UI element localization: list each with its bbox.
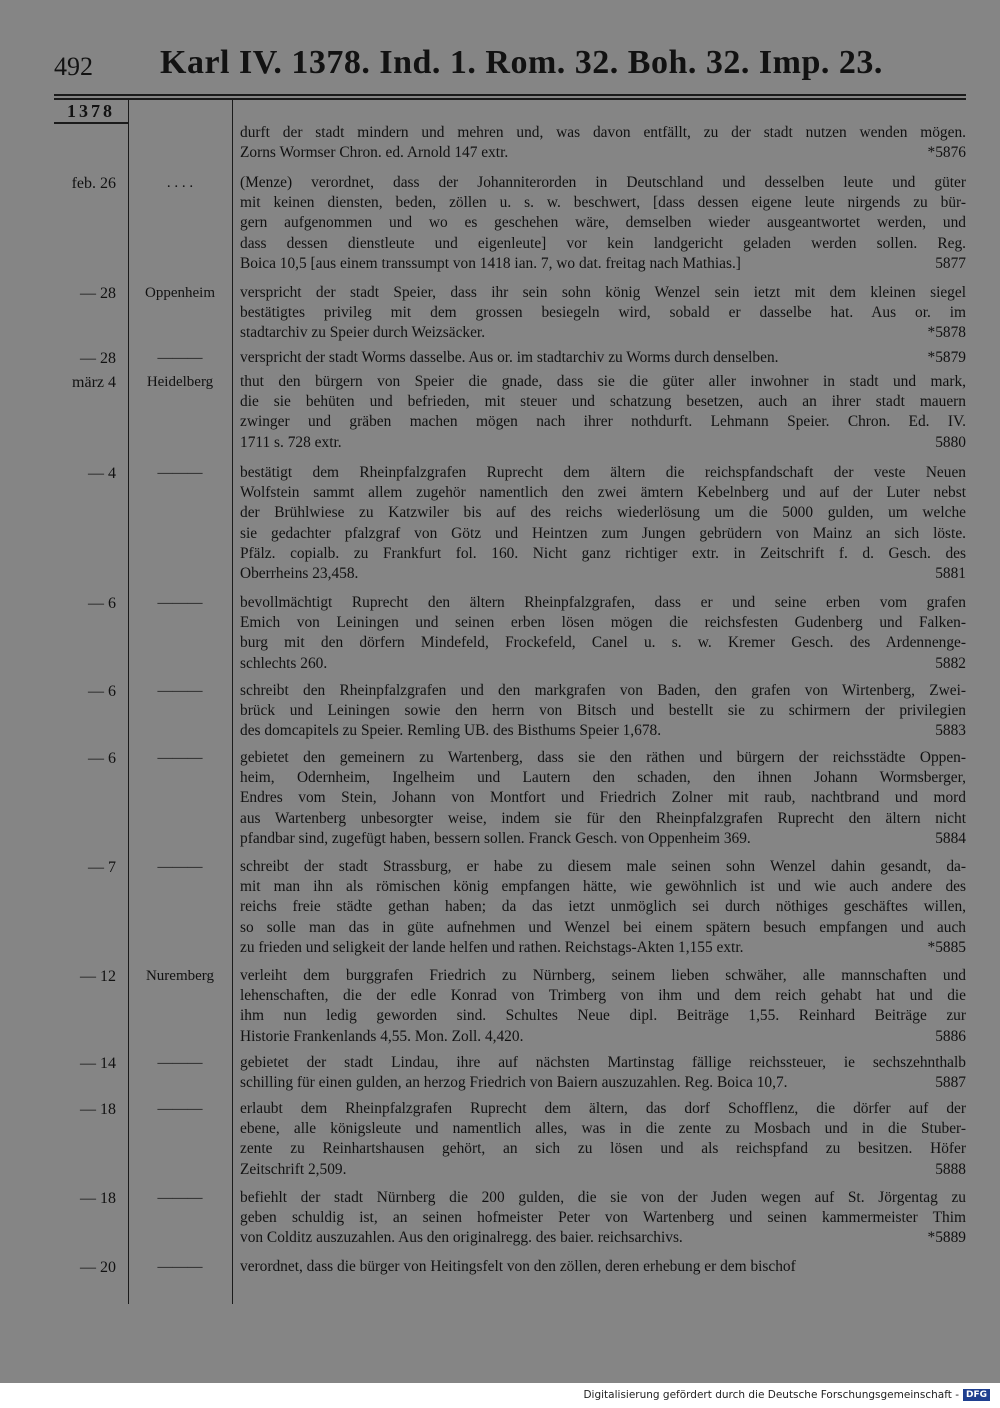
entry-text [240,348,966,368]
entry-text-line [240,463,966,483]
entry-place: ——— [157,859,203,875]
entry-number: *5879 [927,349,966,366]
entry-text-line [240,938,966,958]
entry-text-line [240,1006,966,1026]
entry-text [240,283,966,344]
entry-text-content: heim, Odernheim, Ingelheim und Lautern den schaden, den ihnen Johann Wormsberger, [240,769,966,787]
dfg-logo: DFG [963,1389,990,1401]
entry-date: — 28 [80,350,116,367]
entry-text-content: Zorns Wormser Chron. ed. Arnold 147 extr. [240,144,509,162]
entry-number: 5881 [935,565,966,583]
entry-text-content: verspricht der stadt Speier, dass ihr sein sohn könig Wenzel sein ietzt mit dem kleinen siegel [240,284,966,301]
entry-date: — 18 [80,1101,116,1118]
entry-text [240,372,966,453]
entry-number: 5887 [935,1074,966,1092]
entry-text-line [240,1139,966,1159]
entry-text-content: Wolfstein sammt allem zugehör namentlich den zwei ämtern Kebelnberg und auf der Luter nebst [240,484,966,502]
entry-date: — 6 [88,595,116,612]
entry-number: *5876 [927,144,966,162]
entry-place: . . . . [166,175,194,191]
entry-text-line [240,966,966,986]
year-label: 1378 [54,100,128,124]
entry-text-line [240,701,966,721]
entry-number: 5883 [935,722,966,740]
entry-text [240,1188,966,1249]
entry-text-line [240,283,966,303]
entry-text-line [240,1160,966,1180]
entry-text-content: Endres vom Stein, Johann von Montfort und Friedrich Zolner mit raub, nachtbrand und mord [240,789,966,807]
entry-text-content: sie gedachter pfalzgraf von Götz und Heintzen zum Jungen gebrüdern von Mainz an sich löste. [240,524,966,542]
entry-text-line [240,809,966,829]
entry-text-line [240,323,966,343]
entry-number: *5878 [927,324,966,342]
entry-text-line [240,721,966,741]
entry-text-line [240,392,966,412]
entry-text-content: Pfälz. copialb. zu Frankfurt fol. 160. Nicht ganz richtiger extr. in Zeitschrift f. d. Gesch. des [240,544,966,562]
entry-text-content: dass dessen dienstleute und eigenleute] vor kein landgericht geladen werden sollen. Reg. [240,234,966,252]
footer-credit [583,1389,990,1401]
entry-text-line [240,613,966,633]
entry-text-content: (Menze) verordnet, dass der Johanniterorden in Deutschland und desselben leute und güter [240,174,966,191]
entry-text-line [240,348,966,368]
entry-text-content: befiehlt der stadt Nürnberg die 200 gulden, die sie von der Juden wegen auf St. Jörgentag zu [240,1189,966,1206]
entry-text-line [240,986,966,1006]
entry-text-content: ebene, alle königsleute und namentlich alles, was in die zente zu Mosbach und in die Stuber- [240,1120,966,1138]
entry-text-content: schreibt den Rheinpfalzgrafen und den markgrafen von Baden, den grafen von Wirtenberg, Zwei- [240,682,966,699]
entry-text-line [240,433,966,453]
entry-text-content: des domcapitels zu Speier. Remling UB. des Bisthums Speier 1,678. [240,722,662,740]
entry-text [240,966,966,1047]
entry-date: — 7 [88,859,116,876]
entry-text-line [240,234,966,254]
entry-text-content: brück und Leiningen sowie den herrn von Bitsch und bestellt sie zu schirmern der privilegien [240,702,966,720]
entry-date: — 28 [80,285,116,302]
entry-text-line [240,524,966,544]
entry-text-line [240,593,966,613]
entry-date: märz 4 [72,374,116,391]
entry-date: — 6 [88,683,116,700]
entry-number: *5889 [927,1229,966,1247]
entry-text-content: burg mit den dörfern Mindefeld, Frockefeld, Canel u. s. w. Kremer Gesch. des Ardennenge- [240,634,966,652]
entry-text-line [240,788,966,808]
entry-text-content: gebietet der stadt Lindau, ihre auf nächsten Martinstag fällige reichssteuer, ie sechszehnthalb [240,1054,966,1071]
entry-place: ——— [157,1055,203,1071]
footer-text: Digitalisierung gefördert durch die Deutsche Forschungsgemeinschaft - [583,1389,959,1401]
header-rule-double [54,98,966,100]
entry-text-line [240,829,966,849]
entry-number: 5880 [935,433,966,451]
entry-text-line [240,877,966,897]
header-rule [54,94,966,96]
entry-number: 5888 [935,1160,966,1178]
entry-text-content: aus Wartenberg unbesorgter weise, indem sie für den Rheinpfalzgrafen Ruprecht den ältern nicht [240,809,966,827]
entry-text-content: durft der stadt mindern und mehren und, was davon entfällt, zu der stadt nutzen wenden mögen. [240,124,966,141]
entry-text-content: verspricht der stadt Worms dasselbe. Aus or. im stadtarchiv zu Worms durch denselben. [240,349,779,366]
entry-place: ——— [157,683,203,699]
entry-text [240,1099,966,1180]
entry-text-line [240,1228,966,1248]
page-header [54,44,966,90]
entry-text-content: ihm nun ledig geworden sind. Schultes Neue dipl. Beiträge 1,55. Reinhard Beiträge zur [240,1007,966,1025]
entry-text [240,593,966,674]
entry-text [240,463,966,584]
entry-text-content: gern aufgenommen und wo es geschehen wäre, demselben wieder ausgeantwortet werden, und [240,214,966,232]
entry-place: ——— [157,350,203,366]
entry-text-content: die sie behüten und befrieden, mit steuer und schatzung besetzen, auch an ihrer stadt mauern [240,393,966,411]
page-number: 492 [54,52,93,81]
entry-text-content: thut den bürgern von Speier die gnade, dass sie die güter aller inwohner in stadt und mark, [240,373,966,390]
entry-text-content: Boica 10,5 [aus einem transsumpt von 1418 ian. 7, wo dat. freitag nach Mathias.] [240,254,741,272]
entry-text-line [240,564,966,584]
entry-text-line [240,173,966,193]
entry-text-line [240,483,966,503]
entry-text-content: Oberrheins 23,458. [240,565,359,583]
entry-text-content: erlaubt dem Rheinpfalzgrafen Ruprecht dem ältern, das dorf Schofflenz, die dörfer auf der [240,1100,966,1117]
entry-text-content: mit keinen diensten, beden, zöllen u. s. w. beschwert, [dass dessen eigene leute nirgends zu bür- [240,194,966,212]
entry-text-content: von Colditz auszuzahlen. Aus den originalregg. des baier. reichsarchivs. [240,1229,683,1247]
entry-text-content: zwinger und gräben machen mögen nach ihrer nothdurft. Lehmann Speier. Chron. Ed. IV. [240,413,966,431]
entry-date: — 12 [80,968,116,985]
entry-text-content: verleiht dem burggrafen Friedrich zu Nürnberg, seinem lieben schwäher, alle mannschaften und [240,967,966,984]
entry-text-content: Zeitschrift 2,509. [240,1160,347,1178]
entry-text-content: Emich von Leiningen und seinen erben lösen mögen die reichsfesten Gudenberg und Falken- [240,614,966,632]
entry-text [240,123,966,163]
entry-text-line [240,1119,966,1139]
entry-text [240,173,966,274]
entry-number: 5884 [935,829,966,847]
entry-date: — 18 [80,1190,116,1207]
entry-place: Oppenheim [145,285,215,301]
entry-text-line [240,633,966,653]
entry-text-line [240,254,966,274]
entry-text-content: so solle man das in güte aufnehmen und Wenzel bei einem spätern besuch empfangen und auch [240,918,966,936]
entry-date: — 14 [80,1055,116,1072]
entry-text-content: bestätigt dem Rheinpfalzgrafen Ruprecht dem ältern die reichspfandschaft der veste Neuen [240,464,966,481]
entry-text-content: schilling für einen gulden, an herzog Friedrich von Baiern auszuzahlen. Reg. Boica 10,7. [240,1074,788,1092]
column-divider-place [232,100,233,1304]
running-title: Karl IV. 1378. Ind. 1. Rom. 32. Boh. 32. Imp. 23. [160,44,883,81]
entry-text-content: zu frieden und seligkeit der lande helfen und rathen. Reichstags-Akten 1,155 extr. [240,938,744,956]
entry-text-line [240,193,966,213]
entry-date: feb. 26 [71,175,116,192]
entry-text-content: schlechts 260. [240,654,328,672]
entry-text-content: pfandbar sind, zugefügt haben, bessern sollen. Franck Gesch. von Oppenheim 369. [240,829,751,847]
entry-number: *5885 [927,938,966,956]
entry-text-content: Historie Frankenlands 4,55. Mon. Zoll. 4,420. [240,1027,524,1045]
entry-text-content: bestätigtes privileg mit dem grossen besiegeln wird, sobald er dasselbe hat. Aus or. im [240,304,966,322]
entry-text-content: gebietet den gemeinern zu Wartenberg, dass sie den räthen und bürgern der reichsstädte Oppen- [240,749,966,766]
entry-text-line [240,748,966,768]
entry-date: — 4 [88,465,116,482]
entry-text-content: 1711 s. 728 extr. [240,433,342,451]
entry-text-line [240,544,966,564]
entry-text-line [240,857,966,877]
entry-text [240,1053,966,1093]
entry-text-content: geben schuldig ist, an seinen hofmeister Peter von Wartenberg und seinen kammermeister Thim [240,1209,966,1227]
entry-text-line [240,1208,966,1228]
entry-text-line [240,503,966,523]
entry-text-line [240,303,966,323]
entry-text-content: reichs freie städte gethan haben; da das ietzt unmöglich sei durch nöthiges geschäftes willen, [240,898,966,916]
entry-text [240,1257,966,1277]
entry-number: 5882 [935,654,966,672]
entry-place: ——— [157,1101,203,1117]
entry-text-line [240,1073,966,1093]
entry-text-line [240,123,966,143]
entry-text-content: stadtarchiv zu Speier durch Weizsäcker. [240,324,486,342]
entry-text-line [240,654,966,674]
entry-text-content: mit man ihn als römischen könig empfangen hätte, wie gewöhnlich ist und wie auch andere des [240,878,966,896]
entry-text-line [240,897,966,917]
entry-date: — 20 [80,1259,116,1276]
entry-text-line [240,768,966,788]
entry-text-line [240,918,966,938]
entry-number: 5886 [935,1027,966,1045]
entry-text [240,681,966,742]
entry-text-line [240,213,966,233]
entry-place: Heidelberg [146,374,214,390]
entry-text [240,748,966,849]
entry-text-line [240,143,966,163]
entry-place: ——— [157,1259,203,1275]
entry-text-content: lehenschaften, die der edle Konrad von Trimberg von ihm und dem reich gehabt hat und die [240,987,966,1005]
entry-text-content: zente zu Reinhartshausen gehört, an sich zu lösen und als reichspfand zu besitzen. Höfer [240,1140,966,1158]
entry-text-line [240,1027,966,1047]
entry-text [240,857,966,958]
entry-place: ——— [157,750,203,766]
column-divider-date [128,100,129,1304]
entry-text-line [240,681,966,701]
entry-place: ——— [157,465,203,481]
entry-text-line [240,1099,966,1119]
entry-text-line [240,372,966,392]
entry-number: 5877 [935,254,966,272]
entry-text-line [240,412,966,432]
entry-text-content: der Brühlwiese zu Katzwiler bis auf des reichs wiederlösung um die 5000 gulden, um welche [240,504,966,522]
entry-date: — 6 [88,750,116,767]
entry-text-content: schreibt der stadt Strassburg, er habe zu diesem male seinen sohn Wenzel dahin gesandt, da- [240,858,966,875]
entry-text-line [240,1188,966,1208]
entry-text-content: verordnet, dass die bürger von Heitingsfelt von den zöllen, deren erhebung er dem bischof [240,1258,796,1275]
entry-place: ——— [157,595,203,611]
entry-place: Nuremberg [145,968,215,984]
entry-text-line [240,1053,966,1073]
entry-text-content: bevollmächtigt Ruprecht den ältern Rheinpfalzgrafen, dass er und seine erben vom grafen [240,594,966,611]
entry-text-line [240,1257,966,1277]
entry-place: ——— [157,1190,203,1206]
